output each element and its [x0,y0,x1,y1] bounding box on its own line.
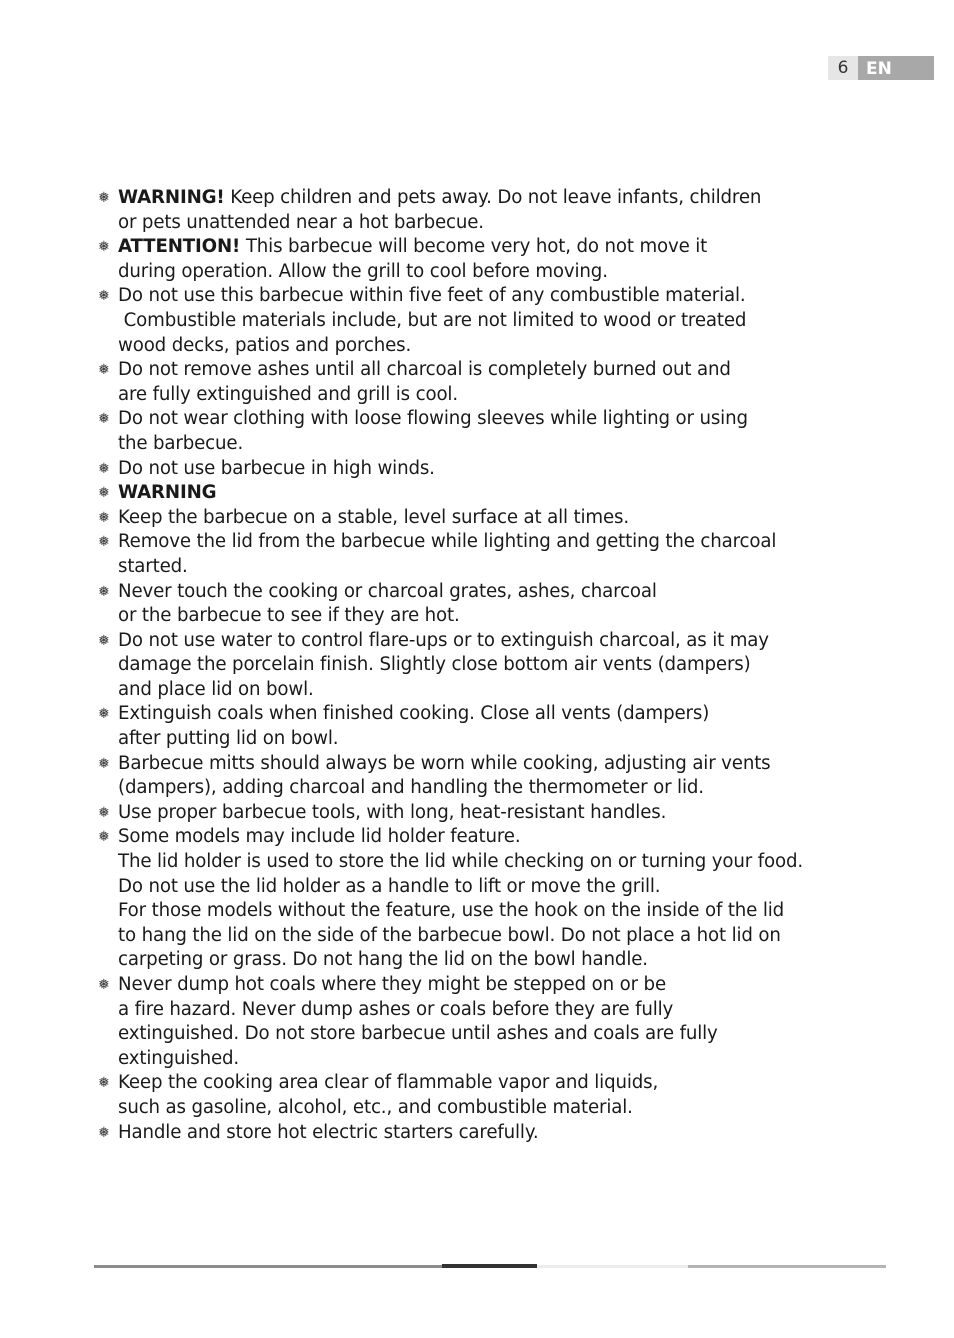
item-line [118,555,838,580]
list-item [98,801,838,826]
item-text: Never touch the cooking or charcoal grates, ashes, charcoal [118,580,657,602]
item-line [118,530,838,555]
item-text: Keep the barbecue on a stable, level surface at all times. [118,506,629,528]
item-line [118,334,838,359]
bullet-icon: ❅ [98,583,110,600]
footer-rule-segment [688,1265,886,1268]
list-item [98,481,838,506]
item-line [118,653,838,678]
bullet-icon: ❅ [98,706,110,723]
item-line [118,481,838,506]
bullet-icon: ❅ [98,804,110,821]
item-line [118,948,838,973]
item-line [118,973,838,998]
item-line [118,260,838,285]
item-text: are fully extinguished and grill is cool. [118,383,458,405]
list-item [98,1071,838,1120]
item-text: after putting lid on bowl. [118,728,339,750]
item-text: wood decks, patios and porches. [118,334,412,356]
item-text: Do not use water to control flare-ups or to extinguish charcoal, as it may [118,629,769,651]
item-emphasis: ATTENTION! [118,236,241,258]
item-text: extinguished. [118,1047,240,1069]
item-text: Do not wear clothing with loose flowing sleeves while lighting or using [118,408,748,430]
footer-rule-segment [537,1265,688,1268]
bullet-icon: ❅ [98,288,110,305]
item-emphasis: WARNING [118,482,217,504]
item-text: Barbecue mitts should always be worn while cooking, adjusting air vents [118,752,771,774]
bullet-icon: ❅ [98,485,110,502]
item-text: during operation. Allow the grill to cool before moving. [118,260,608,282]
item-line [118,776,838,801]
item-text: Some models may include lid holder feature. [118,826,521,848]
item-line [118,309,838,334]
item-line [118,752,838,777]
bullet-icon: ❅ [98,632,110,649]
item-text: Do not use this barbecue within five feet of any combustible material. [118,285,746,307]
item-text: Handle and store hot electric starters carefully. [118,1121,539,1143]
item-text: to hang the lid on the side of the barbecue bowl. Do not place a hot lid on [118,924,781,946]
list-item [98,580,838,629]
item-line [118,998,838,1023]
item-line [118,1096,838,1121]
item-text: carpeting or grass. Do not hang the lid on the bowl handle. [118,949,648,971]
list-item [98,407,838,456]
item-line [118,727,838,752]
item-text: Never dump hot coals where they might be stepped on or be [118,974,666,995]
item-text: a fire hazard. Never dump ashes or coals before they are fully [118,998,674,1020]
list-item [98,530,838,579]
page-header [828,56,934,80]
item-line [118,702,838,727]
item-text: Extinguish coals when finished cooking. Close all vents (dampers) [118,703,710,725]
item-line [118,506,838,531]
item-text: (dampers), adding charcoal and handling the thermometer or lid. [118,777,704,799]
item-text: or the barbecue to see if they are hot. [118,605,460,627]
item-line [118,358,838,383]
list-item [98,186,838,235]
item-text: Combustible materials include, but are not limited to wood or treated [118,309,747,331]
list-item [98,457,838,482]
item-line [118,407,838,432]
item-line [118,1121,838,1146]
bullet-icon: ❅ [98,1075,110,1092]
bullet-icon: ❅ [98,411,110,428]
bullet-icon: ❅ [98,460,110,477]
item-text: Do not remove ashes until all charcoal is completely burned out and [118,359,731,381]
item-line [118,383,838,408]
bullet-icon: ❅ [98,977,110,993]
item-line [118,875,838,900]
item-line [118,235,838,260]
item-text: For those models without the feature, use the hook on the inside of the lid [118,900,785,922]
item-line [118,899,838,924]
footer-rule-segment [442,1264,537,1268]
bullet-icon: ❅ [98,509,110,526]
item-line [118,432,838,457]
list-item [98,506,838,531]
page-number: 6 [828,56,858,80]
bullet-icon: ❅ [98,755,110,772]
language-badge: EN [858,56,934,80]
item-line [118,1022,838,1047]
bullet-icon: ❅ [98,534,110,551]
item-text: The lid holder is used to store the lid while checking on or turning your food. [118,851,803,873]
list-item [98,1121,838,1146]
footer-rule-segment [94,1265,442,1268]
list-item [98,358,838,407]
item-line [118,604,838,629]
item-text: Remove the lid from the barbecue while lighting and getting the charcoal [118,531,777,553]
item-line [118,801,838,826]
item-text: Keep children and pets away. Do not leave infants, children [224,187,762,208]
list-item [98,825,838,973]
item-line [118,186,838,211]
footer-rule [94,1264,886,1268]
item-line [118,457,838,482]
bullet-icon: ❅ [98,190,110,206]
safety-instructions-list [98,186,838,1145]
item-text: Keep the cooking area clear of flammable vapor and liquids, [118,1072,659,1094]
item-text: Do not use barbecue in high winds. [118,457,435,479]
item-text: Use proper barbecue tools, with long, heat-resistant handles. [118,801,667,823]
bullet-icon: ❅ [98,1124,110,1141]
bullet-icon: ❅ [98,829,110,846]
item-line [118,629,838,654]
item-line [118,1047,838,1072]
item-line [118,850,838,875]
item-text: Do not use the lid holder as a handle to lift or move the grill. [118,875,661,897]
item-line [118,211,838,236]
item-text: damage the porcelain finish. Slightly close bottom air vents (dampers) [118,654,751,676]
list-item [98,973,838,1071]
bullet-icon: ❅ [98,239,110,256]
list-item [98,629,838,703]
item-line [118,1071,838,1096]
item-text: the barbecue. [118,432,244,454]
item-text: started. [118,555,188,577]
item-emphasis: WARNING! [118,187,225,208]
item-text: or pets unattended near a hot barbecue. [118,211,484,233]
item-text: such as gasoline, alcohol, etc., and combustible material. [118,1096,633,1118]
list-item [98,752,838,801]
bullet-icon: ❅ [98,362,110,379]
item-line [118,825,838,850]
item-line [118,678,838,703]
item-text: and place lid on bowl. [118,678,314,700]
list-item [98,235,838,284]
list-item [98,702,838,751]
item-text: extinguished. Do not store barbecue until ashes and coals are fully [118,1023,718,1045]
item-text: This barbecue will become very hot, do not move it [240,236,708,258]
list-item [98,284,838,358]
item-line [118,580,838,605]
item-line [118,924,838,949]
item-line [118,284,838,309]
